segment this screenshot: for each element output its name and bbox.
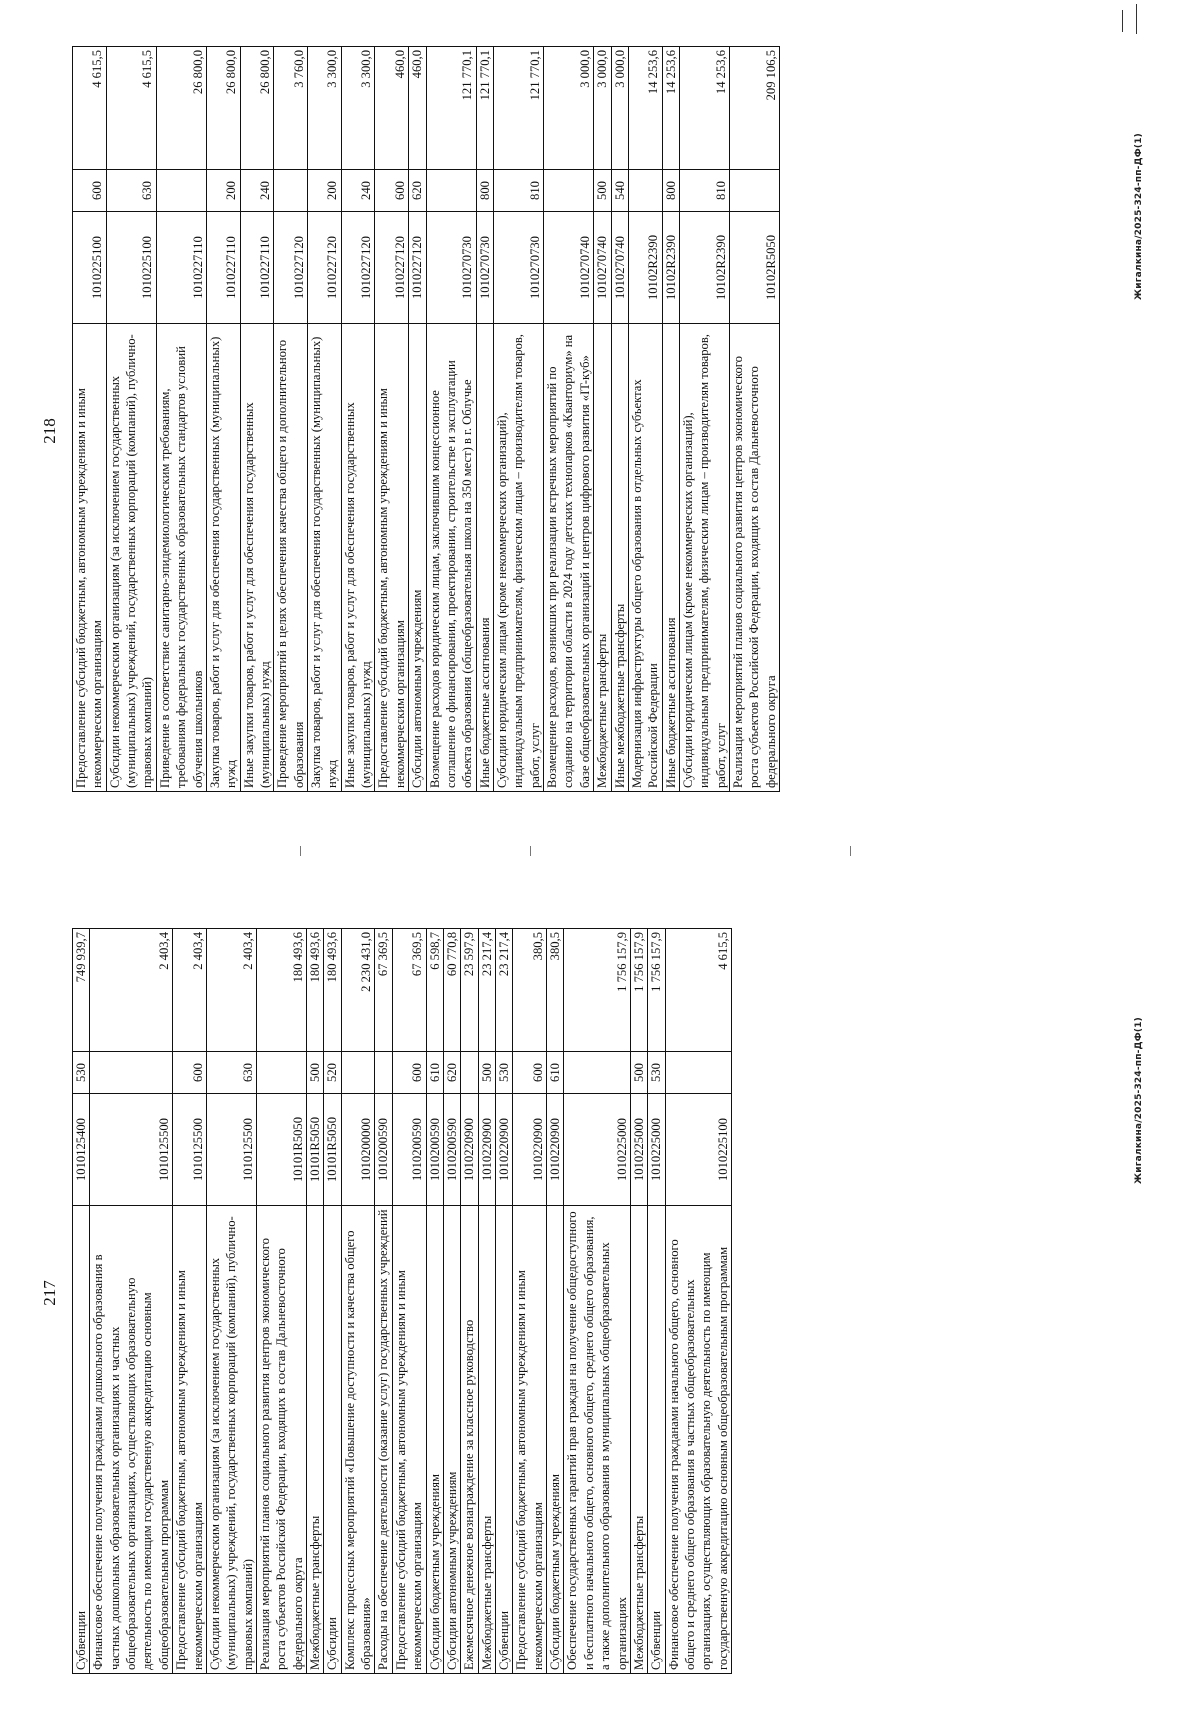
table-row	[73, 929, 90, 1674]
row-name: Ежемесячное денежное вознаграждение за классное руководство	[461, 1206, 478, 1674]
row-code: 1010200590	[443, 1094, 460, 1206]
row-expense-type: 810	[679, 170, 729, 212]
row-amount: 3 000,0	[594, 47, 611, 170]
row-amount: 4 615,5	[665, 929, 731, 1052]
row-name: Предоставление субсидий бюджетным, автономным учреждениям и иным некоммерческим организациям	[513, 1206, 547, 1674]
row-expense-type: 600	[513, 1052, 547, 1094]
row-amount: 209 106,5	[730, 47, 780, 170]
row-amount: 23 597,9	[461, 929, 478, 1052]
row-name: Межбюджетные трансферты	[307, 1206, 324, 1674]
page-217	[0, 862, 1200, 1724]
row-amount: 180 493,6	[307, 929, 324, 1052]
row-code: 1010225000	[630, 1094, 647, 1206]
row-expense-type: 600	[375, 170, 409, 212]
row-code: 1010225000	[564, 1094, 630, 1206]
table-row	[547, 929, 564, 1674]
row-name: Финансовое обеспечение получения гражданами начального общего, основного общего и среднего общего образования в частных общеобразовательных организациях, осуществляющих образовательную деятельность по имеющим государственную аккредитацию основным общеобразовательным программам	[665, 1206, 731, 1674]
table-row	[206, 929, 256, 1674]
row-name: Реализация мероприятий планов социального развития центров экономического роста субъектов Российской Федерации, входящих в состав Дальневосточного федерального округа	[256, 1206, 306, 1674]
table-row	[662, 47, 679, 792]
row-amount: 3 760,0	[274, 47, 308, 170]
row-expense-type: 600	[392, 1052, 426, 1094]
table-row	[256, 929, 306, 1674]
budget-table-body	[73, 47, 780, 792]
row-amount: 14 253,6	[628, 47, 662, 170]
table-row	[324, 929, 341, 1674]
row-amount: 4 615,5	[73, 47, 107, 170]
table-row	[106, 47, 156, 792]
row-code: 1010227110	[240, 212, 274, 324]
row-name: Иные межбюджетные трансферты	[611, 324, 628, 792]
scan-edge-mark	[1122, 10, 1123, 32]
row-code: 1010125500	[206, 1094, 256, 1206]
table-row	[90, 929, 173, 1674]
row-amount: 2 230 431,0	[341, 929, 375, 1052]
row-code: 1010225100	[665, 1094, 731, 1206]
row-expense-type	[461, 1052, 478, 1094]
row-expense-type: 530	[648, 1052, 665, 1094]
row-code: 10102R2390	[679, 212, 729, 324]
row-amount: 121 770,1	[493, 47, 543, 170]
table-row	[375, 47, 409, 792]
fold-tick	[530, 846, 531, 856]
row-name: Субсидии некоммерческим организациям (за исключением государственных (муниципальных) учреждений, государственных корпораций (компаний), публично-правовых компаний)	[206, 1206, 256, 1674]
row-amount: 1 756 157,9	[648, 929, 665, 1052]
row-expense-type: 600	[73, 170, 107, 212]
row-amount: 460,0	[375, 47, 409, 170]
row-expense-type	[375, 1052, 392, 1094]
row-expense-type: 530	[73, 1052, 90, 1094]
table-row	[513, 929, 547, 1674]
row-expense-type: 540	[611, 170, 628, 212]
row-amount: 749 939,7	[73, 929, 90, 1052]
table-row	[156, 47, 206, 792]
row-name: Предоставление субсидий бюджетным, автономным учреждениям и иным некоммерческим организациям	[392, 1206, 426, 1674]
row-name: Субвенции	[73, 1206, 90, 1674]
row-code: 10102R2390	[662, 212, 679, 324]
row-name: Проведение мероприятий в целях обеспечения качества общего и дополнительного образования	[274, 324, 308, 792]
row-amount: 1 756 157,9	[630, 929, 647, 1052]
row-code: 1010220900	[461, 1094, 478, 1206]
row-code: 1010200000	[341, 1094, 375, 1206]
row-expense-type: 200	[308, 170, 342, 212]
scan-edge-mark	[1136, 4, 1137, 34]
row-amount: 3 000,0	[544, 47, 594, 170]
budget-table	[72, 928, 732, 1674]
row-expense-type	[730, 170, 780, 212]
row-name: Приведение в соответствие санитарно-эпидемиологическим требованиям, требованиям федеральных государственных образовательных стандартов условий обучения школьников	[156, 324, 206, 792]
table-row	[495, 929, 512, 1674]
row-expense-type: 810	[493, 170, 543, 212]
row-code: 1010200590	[375, 1094, 392, 1206]
row-code: 1010227110	[156, 212, 206, 324]
budget-table	[72, 46, 780, 792]
row-name: Расходы на обеспечение деятельности (оказание услуг) государственных учреждений	[375, 1206, 392, 1674]
row-code: 1010270730	[476, 212, 493, 324]
table-row	[461, 929, 478, 1674]
row-expense-type	[256, 1052, 306, 1094]
row-expense-type: 630	[206, 1052, 256, 1094]
row-expense-type	[341, 1052, 375, 1094]
row-amount: 180 493,6	[256, 929, 306, 1052]
row-expense-type	[90, 1052, 173, 1094]
table-row	[544, 47, 594, 792]
table-row	[308, 47, 342, 792]
row-code: 1010227120	[274, 212, 308, 324]
table-row	[679, 47, 729, 792]
row-expense-type: 500	[307, 1052, 324, 1094]
fold-tick	[850, 846, 851, 856]
row-code: 1010125500	[173, 1094, 207, 1206]
row-amount: 26 800,0	[206, 47, 240, 170]
row-expense-type: 600	[173, 1052, 207, 1094]
row-code: 1010125400	[73, 1094, 90, 1206]
document-stamp: Жигалкина/2025-324-пп-ДФ(1)	[1134, 1017, 1144, 1184]
row-name: Иные закупки товаров, работ и услуг для обеспечения государственных (муниципальных) нужд	[240, 324, 274, 792]
table-row	[493, 47, 543, 792]
row-expense-type: 500	[478, 1052, 495, 1094]
row-amount: 121 770,1	[476, 47, 493, 170]
row-expense-type: 530	[495, 1052, 512, 1094]
table-row	[392, 929, 426, 1674]
row-code: 10101R5050	[256, 1094, 306, 1206]
table-row	[628, 47, 662, 792]
row-amount: 26 800,0	[240, 47, 274, 170]
table-row	[443, 929, 460, 1674]
row-code: 1010225000	[648, 1094, 665, 1206]
row-name: Комплекс процессных мероприятий «Повышение доступности и качества общего образования»	[341, 1206, 375, 1674]
row-name: Закупка товаров, работ и услуг для обеспечения государственных (муниципальных) нужд	[308, 324, 342, 792]
row-name: Субвенции	[495, 1206, 512, 1674]
row-expense-type: 620	[443, 1052, 460, 1094]
row-amount: 6 598,7	[426, 929, 443, 1052]
row-amount: 26 800,0	[156, 47, 206, 170]
row-code: 1010227120	[308, 212, 342, 324]
row-code: 1010225100	[73, 212, 107, 324]
row-code: 1010220900	[513, 1094, 547, 1206]
row-code: 1010270730	[493, 212, 543, 324]
row-expense-type	[628, 170, 662, 212]
row-name: Возмещение расходов, возникших при реализации встречных мероприятий по созданию на территории области в 2024 году детских технопарков «Кванториум» на базе общеобразовательных организаций и центров цифрового развития «IT-куб»	[544, 324, 594, 792]
row-amount: 67 369,5	[375, 929, 392, 1052]
row-code: 1010270740	[611, 212, 628, 324]
row-code: 1010125500	[90, 1094, 173, 1206]
row-expense-type	[544, 170, 594, 212]
row-code: 1010270730	[426, 212, 476, 324]
page-number: 218	[40, 418, 59, 444]
row-expense-type	[274, 170, 308, 212]
table-row	[307, 929, 324, 1674]
row-amount: 180 493,6	[324, 929, 341, 1052]
table-row	[426, 47, 476, 792]
row-expense-type: 520	[324, 1052, 341, 1094]
row-name: Субсидии бюджетным учреждениям	[547, 1206, 564, 1674]
row-name: Субсидии	[324, 1206, 341, 1674]
row-amount: 60 770,8	[443, 929, 460, 1052]
row-name: Субсидии автономным учреждениям	[443, 1206, 460, 1674]
row-code: 1010270740	[544, 212, 594, 324]
row-expense-type: 610	[426, 1052, 443, 1094]
row-expense-type	[156, 170, 206, 212]
row-code: 1010225100	[106, 212, 156, 324]
row-expense-type	[665, 1052, 731, 1094]
row-amount: 3 300,0	[308, 47, 342, 170]
row-amount: 14 253,6	[662, 47, 679, 170]
row-amount: 2 403,4	[90, 929, 173, 1052]
table-row	[173, 929, 207, 1674]
row-code: 10102R2390	[628, 212, 662, 324]
table-row	[730, 47, 780, 792]
row-expense-type: 800	[476, 170, 493, 212]
row-expense-type: 630	[106, 170, 156, 212]
row-name: Финансовое обеспечение получения гражданами дошкольного образования в частных дошкольных образовательных организациях и частных общеобразовательных организациях, осуществляющих образовательную деятельность по имеющим государственную аккредитацию основным общеобразовательным программам	[90, 1206, 173, 1674]
row-amount: 2 403,4	[173, 929, 207, 1052]
row-expense-type: 240	[341, 170, 375, 212]
row-expense-type	[564, 1052, 630, 1094]
row-amount: 23 217,4	[495, 929, 512, 1052]
row-code: 10102R5050	[730, 212, 780, 324]
row-amount: 23 217,4	[478, 929, 495, 1052]
row-expense-type: 800	[662, 170, 679, 212]
table-row	[478, 929, 495, 1674]
table-row	[73, 47, 107, 792]
row-amount: 14 253,6	[679, 47, 729, 170]
row-name: Предоставление субсидий бюджетным, автономным учреждениям и иным некоммерческим организациям	[173, 1206, 207, 1674]
row-name: Иные закупки товаров, работ и услуг для обеспечения государственных (муниципальных) нужд	[341, 324, 375, 792]
row-expense-type: 500	[594, 170, 611, 212]
row-code: 1010227120	[409, 212, 426, 324]
row-code: 1010227120	[375, 212, 409, 324]
row-expense-type: 500	[630, 1052, 647, 1094]
row-name: Модернизация инфраструктуры общего образования в отдельных субъектах Российской Федерации	[628, 324, 662, 792]
row-code: 1010227120	[341, 212, 375, 324]
table-row	[375, 929, 392, 1674]
row-name: Обеспечение государственных гарантий прав граждан на получение общедоступного и бесплатного начального общего, основного общего, среднего общего образования, а также дополнительного образования в муниципальных общеобразовательных организациях	[564, 1206, 630, 1674]
row-code: 10101R5050	[324, 1094, 341, 1206]
table-row	[341, 47, 375, 792]
row-expense-type: 620	[409, 170, 426, 212]
row-name: Иные бюджетные ассигнования	[662, 324, 679, 792]
row-amount: 380,5	[513, 929, 547, 1052]
row-name: Межбюджетные трансферты	[478, 1206, 495, 1674]
row-code: 1010220900	[495, 1094, 512, 1206]
table-row	[240, 47, 274, 792]
table-row	[665, 929, 731, 1674]
row-name: Закупка товаров, работ и услуг для обеспечения государственных (муниципальных) нужд	[206, 324, 240, 792]
table-row	[274, 47, 308, 792]
page-number: 217	[40, 1280, 59, 1306]
row-code: 1010200590	[426, 1094, 443, 1206]
row-amount: 2 403,4	[206, 929, 256, 1052]
row-name: Субсидии автономным учреждениям	[409, 324, 426, 792]
row-amount: 460,0	[409, 47, 426, 170]
row-expense-type: 200	[206, 170, 240, 212]
table-row	[341, 929, 375, 1674]
row-code: 1010220900	[547, 1094, 564, 1206]
row-amount: 67 369,5	[392, 929, 426, 1052]
table-row	[630, 929, 647, 1674]
row-name: Предоставление субсидий бюджетным, автономным учреждениям и иным некоммерческим организациям	[73, 324, 107, 792]
row-name: Иные бюджетные ассигнования	[476, 324, 493, 792]
table-row	[648, 929, 665, 1674]
table-row	[409, 47, 426, 792]
row-code: 1010220900	[478, 1094, 495, 1206]
row-name: Реализация мероприятий планов социального развития центров экономического роста субъектов Российской Федерации, входящих в состав Дальневосточного федерального округа	[730, 324, 780, 792]
row-expense-type: 240	[240, 170, 274, 212]
row-name: Субвенции	[648, 1206, 665, 1674]
row-amount: 3 000,0	[611, 47, 628, 170]
row-amount: 121 770,1	[426, 47, 476, 170]
row-name: Субсидии бюджетным учреждениям	[426, 1206, 443, 1674]
table-row	[594, 47, 611, 792]
row-code: 1010227110	[206, 212, 240, 324]
fold-tick	[300, 846, 301, 856]
row-code: 1010270740	[594, 212, 611, 324]
row-code: 1010200590	[392, 1094, 426, 1206]
row-expense-type	[426, 170, 476, 212]
row-name: Возмещение расходов юридическим лицам, заключившим концессионное соглашение о финансировании, проектировании, строительстве и эксплуатации объекта образования (общеобразовательная школа на 350 мест) в г. Облучье	[426, 324, 476, 792]
document-stamp: Жигалкина/2025-324-пп-ДФ(1)	[1134, 133, 1144, 300]
row-name: Межбюджетные трансферты	[630, 1206, 647, 1674]
row-amount: 4 615,5	[106, 47, 156, 170]
row-amount: 380,5	[547, 929, 564, 1052]
row-name: Межбюджетные трансферты	[594, 324, 611, 792]
row-code: 10101R5050	[307, 1094, 324, 1206]
table-row	[564, 929, 630, 1674]
row-amount: 1 756 157,9	[564, 929, 630, 1052]
table-row	[611, 47, 628, 792]
row-name: Предоставление субсидий бюджетным, автономным учреждениям и иным некоммерческим организациям	[375, 324, 409, 792]
budget-table-body	[73, 929, 732, 1674]
row-amount: 3 300,0	[341, 47, 375, 170]
table-row	[476, 47, 493, 792]
row-expense-type: 610	[547, 1052, 564, 1094]
row-name: Субсидии юридическим лицам (кроме некоммерческих организаций), индивидуальным предпринимателям, физическим лицам – производителям товаров, работ, услуг	[679, 324, 729, 792]
table-row	[206, 47, 240, 792]
table-row	[426, 929, 443, 1674]
row-name: Субсидии юридическим лицам (кроме некоммерческих организаций), индивидуальным предпринимателям, физическим лицам – производителям товаров, работ, услуг	[493, 324, 543, 792]
row-name: Субсидии некоммерческим организациям (за исключением государственных (муниципальных) учреждений, государственных корпораций (компаний), публично-правовых компаний)	[106, 324, 156, 792]
